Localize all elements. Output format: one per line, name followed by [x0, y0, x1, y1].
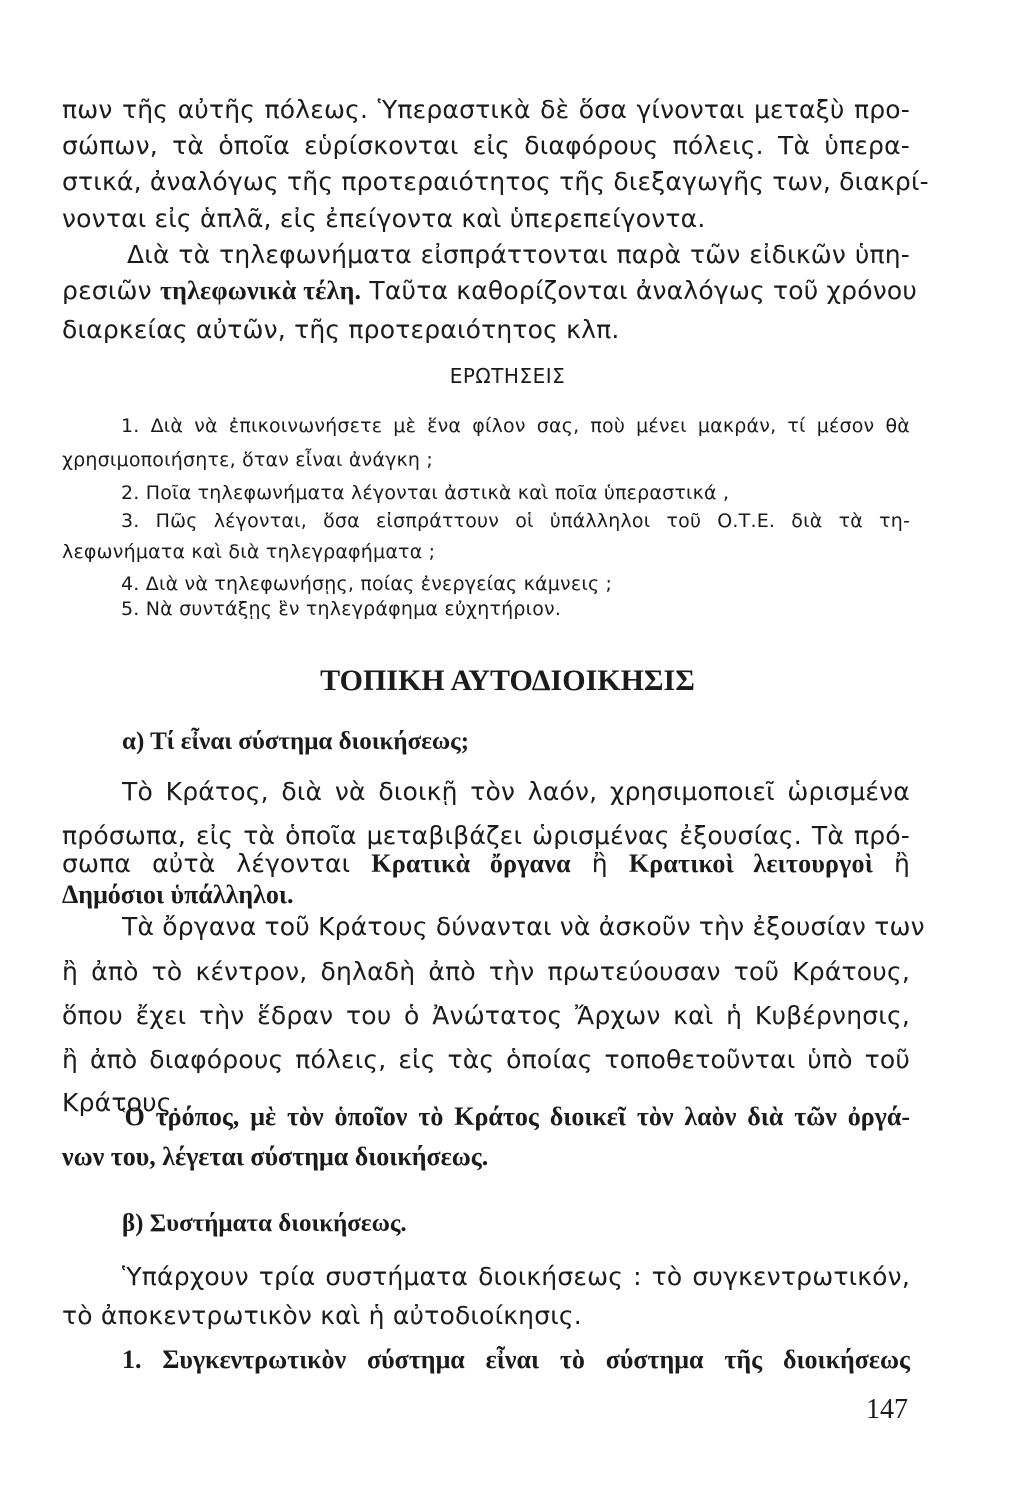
section-title: ΤΟΠΙΚΗ ΑΥΤΟΔΙΟΙΚΗΣΙΣ [320, 664, 695, 697]
text-span: ρεσιῶν [62, 276, 160, 305]
text-line: Κράτους. [62, 1088, 180, 1117]
text-line: πρόσωπα, εἰς τὰ ὁποῖα μεταβιβάζει ὡρισμένας ἐξουσίας. Τὰ πρό- [62, 821, 910, 850]
text-line [62, 276, 917, 306]
question-line: 4. Διὰ νὰ τηλεφωνήσῃς, ποίας ἐνεργείας κάμνεις ; [121, 573, 613, 595]
subheading-a: α) Τί εἶναι σύστημα διοικήσεως; [122, 728, 470, 755]
text-line: νονται εἰς ἁπλᾶ, εἰς ἐπείγοντα καὶ ὑπερεπείγοντα. [62, 204, 706, 233]
page-number: 147 [866, 1394, 908, 1425]
question-line: χρησιμοποιήσητε, ὅταν εἶναι ἀνάγκη ; [62, 449, 434, 471]
text-line: τὸ ἀποκεντρωτικὸν καὶ ἡ αὐτοδιοίκησις. [62, 1301, 582, 1330]
bold-line: νων του, λέγεται σύστημα διοικήσεως. [62, 1142, 489, 1171]
text-span: Ταῦτα καθορίζονται ἀναλόγως τοῦ χρόνου [361, 276, 918, 305]
text-span: ἢ [872, 849, 910, 878]
text-line: Τὰ ὄργανα τοῦ Κράτους δύνανται νὰ ἀσκοῦν τὴν ἐξουσίαν των [122, 912, 925, 941]
text-line: πων τῆς αὐτῆς πόλεως. Ὑπεραστικὰ δὲ ὅσα γίνονται μεταξὺ προ- [62, 95, 910, 124]
text-line: στικά, ἀναλόγως τῆς προτεραιότητος τῆς διεξαγωγῆς των, διακρί- [62, 167, 929, 196]
question-line: 5. Νὰ συντάξῃς ἓν τηλεγράφημα εὐχητήριον. [121, 598, 562, 620]
text-line: ὅπου ἔχει τὴν ἕδραν του ὁ Ἀνώτατος Ἄρχων καὶ ἡ Κυβέρνησις, [62, 1001, 910, 1030]
text-line: Τὸ Κράτος, διὰ νὰ διοικῇ τὸν λαόν, χρησιμοποιεῖ ὡρισμένα [122, 777, 910, 806]
bold-line: 1. Συγκεντρωτικὸν σύστημα εἶναι τὸ σύστημα τῆς διοικήσεως [122, 1345, 910, 1374]
bold-term: Δημόσιοι ὑπάλληλοι. [62, 880, 294, 909]
text-line [62, 849, 910, 879]
question-line: λεφωνήματα καὶ διὰ τηλεγραφήματα ; [62, 541, 436, 563]
bold-term: Κρατικοὶ λειτουργοὶ [628, 849, 873, 878]
question-line: 2. Ποῖα τηλεφωνήματα λέγονται ἀστικὰ καὶ ποῖα ὑπεραστικά , [121, 482, 730, 504]
question-line: 3. Πῶς λέγονται, ὅσα εἰσπράττουν οἱ ὑπάλληλοι τοῦ Ο.Τ.Ε. διὰ τὰ τη- [121, 510, 910, 532]
bold-line: Ὁ τρόπος, μὲ τὸν ὁποῖον τὸ Κράτος διοικεῖ τὸν λαὸν διὰ τῶν ὀργά- [122, 1102, 910, 1131]
text-line: σώπων, τὰ ὁποῖα εὑρίσκονται εἰς διαφόρους πόλεις. Τὰ ὑπερα- [62, 131, 910, 160]
text-span: ἢ [570, 849, 629, 878]
questions-title: ΕΡΩΤΗΣΕΙΣ [449, 364, 566, 388]
text-line: Ὑπάρχουν τρία συστήματα διοικήσεως : τὸ συγκεντρωτικόν, [122, 1262, 910, 1291]
text-line: διαρκείας αὐτῶν, τῆς προτεραιότητος κλπ. [62, 315, 620, 344]
question-line: 1. Διὰ νὰ ἐπικοινωνήσετε μὲ ἕνα φίλον σας, ποὺ μένει μακράν, τί μέσον θὰ [121, 415, 910, 437]
bold-term: Κρατικὰ ὄργανα [371, 849, 571, 878]
text-line: ἢ ἀπὸ διαφόρους πόλεις, εἰς τὰς ὁποίας τοποθετοῦνται ὑπὸ τοῦ [62, 1045, 910, 1074]
text-span: σωπα αὐτὰ λέγονται [62, 849, 372, 878]
bold-term: τηλεφωνικὰ τέλη. [159, 276, 362, 305]
text-line: ἢ ἀπὸ τὸ κέντρον, δηλαδὴ ἀπὸ τὴν πρωτεύουσαν τοῦ Κράτους, [62, 957, 910, 986]
subheading-b: β) Συστήματα διοικήσεως. [122, 1210, 407, 1237]
text-line: Διὰ τὰ τηλεφωνήματα εἰσπράττονται παρὰ τῶν εἰδικῶν ὑπη- [127, 240, 910, 269]
